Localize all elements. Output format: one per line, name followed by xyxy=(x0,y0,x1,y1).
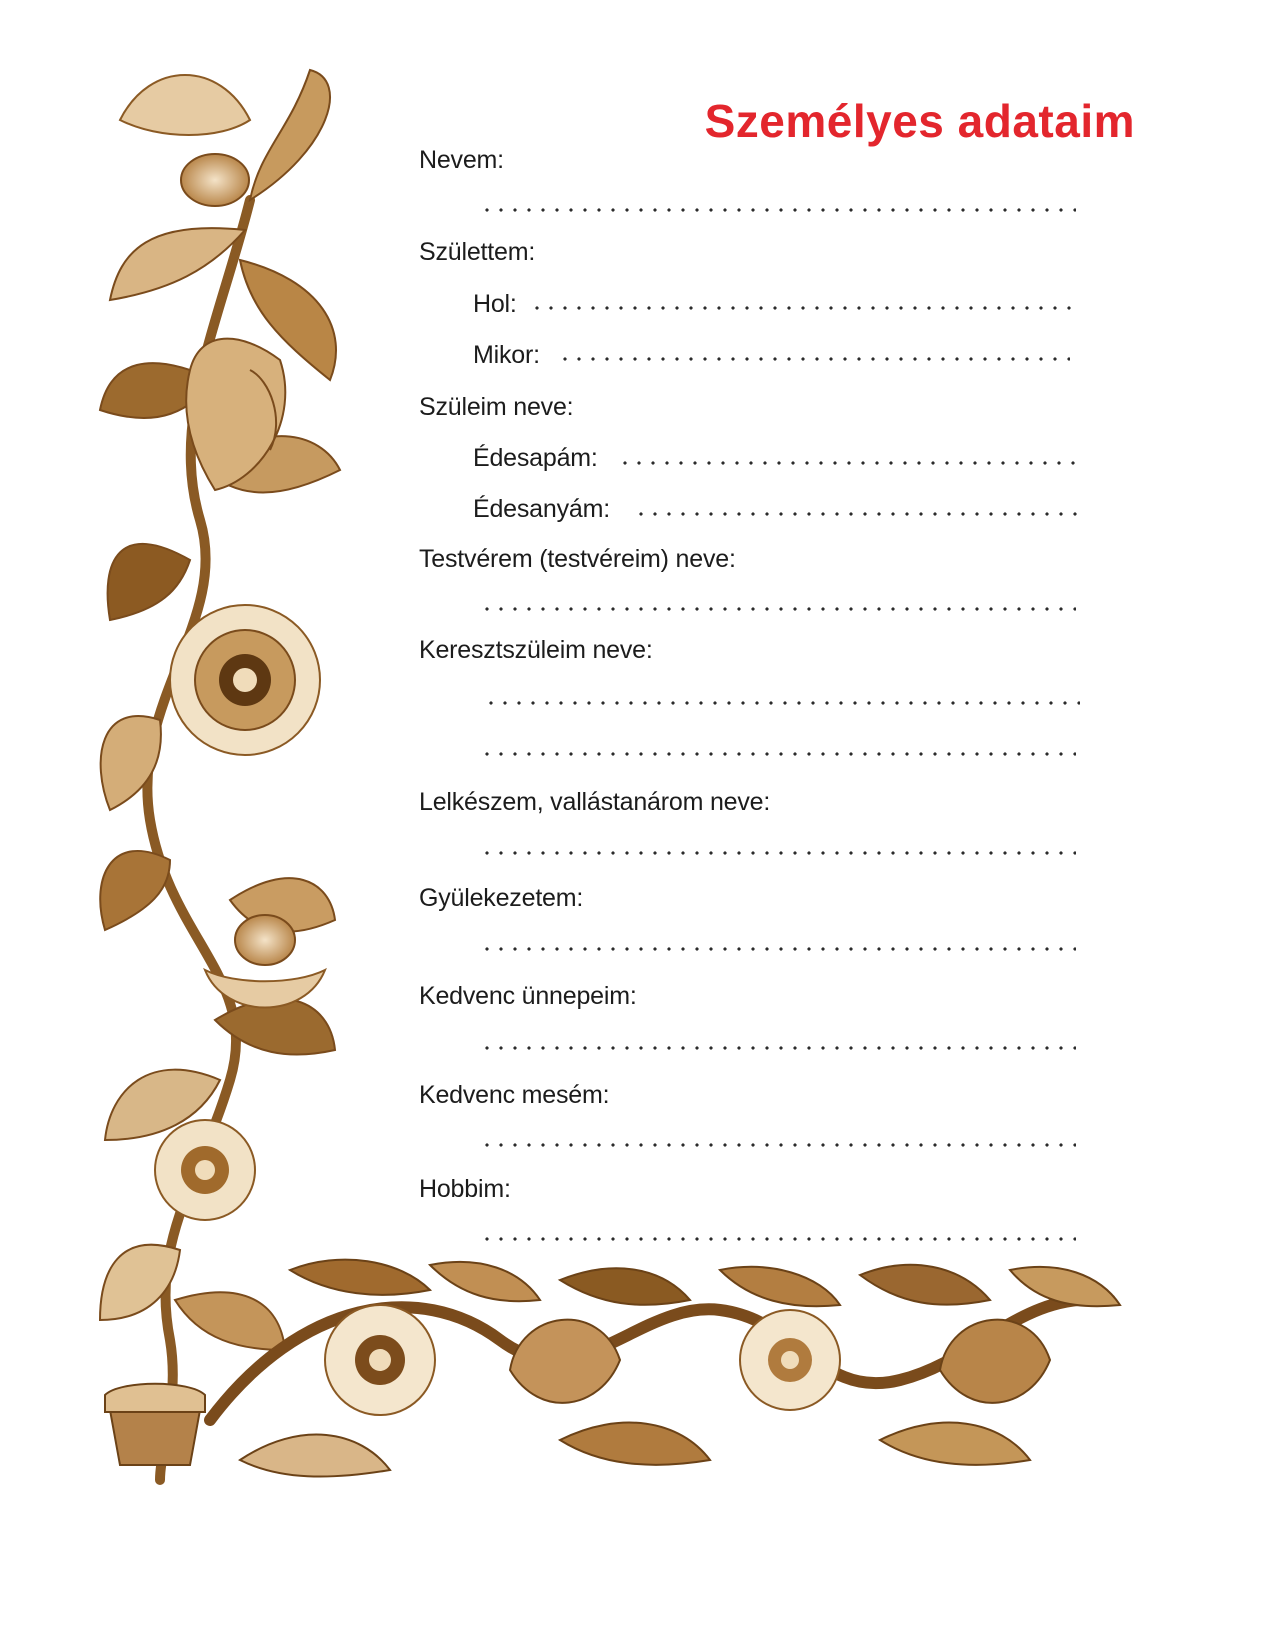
label-holidays: Kedvenc ünnepeim: xyxy=(419,982,637,1010)
holidays-fill-line[interactable] xyxy=(480,1046,1076,1050)
where-fill-line[interactable] xyxy=(530,306,1076,310)
label-father: Édesapám: xyxy=(473,444,598,472)
label-born: Születtem: xyxy=(419,238,536,266)
daisy-flower-bottom-1 xyxy=(325,1305,435,1415)
siblings-fill-line[interactable] xyxy=(480,607,1076,611)
godparents-fill-line-1[interactable] xyxy=(484,701,1080,705)
label-congregation: Gyülekezetem: xyxy=(419,884,584,912)
label-mother: Édesanyám: xyxy=(473,495,610,523)
label-parents: Szüleim neve: xyxy=(419,393,574,421)
label-siblings: Testvérem (testvéreim) neve: xyxy=(419,545,736,573)
daisy-flower-bottom-2 xyxy=(740,1310,840,1410)
label-hobby: Hobbim: xyxy=(419,1175,511,1203)
father-fill-line[interactable] xyxy=(618,461,1080,465)
thistle-flower-top xyxy=(120,75,250,206)
label-tale: Kedvenc mesém: xyxy=(419,1081,610,1109)
label-name: Nevem: xyxy=(419,146,504,174)
daisy-flower-left xyxy=(170,605,320,755)
tulip-flower-bottom-right xyxy=(940,1320,1050,1403)
label-when: Mikor: xyxy=(473,341,540,369)
vase-ornament xyxy=(105,1384,205,1465)
name-fill-line[interactable] xyxy=(480,208,1076,212)
congregation-fill-line[interactable] xyxy=(480,947,1076,951)
daisy-flower-small-left xyxy=(155,1120,255,1220)
pastor-fill-line[interactable] xyxy=(480,851,1076,855)
hobby-fill-line[interactable] xyxy=(480,1237,1076,1241)
godparents-fill-line-2[interactable] xyxy=(480,752,1076,756)
label-where: Hol: xyxy=(473,290,517,318)
when-fill-line[interactable] xyxy=(558,357,1070,361)
mother-fill-line[interactable] xyxy=(634,512,1080,516)
page-title: Személyes adataim xyxy=(704,95,1135,147)
label-pastor: Lelkészem, vallástanárom neve: xyxy=(419,788,771,816)
tale-fill-line[interactable] xyxy=(480,1143,1076,1147)
label-godparents: Keresztszüleim neve: xyxy=(419,636,653,664)
tulip-flower-bottom xyxy=(510,1320,620,1403)
